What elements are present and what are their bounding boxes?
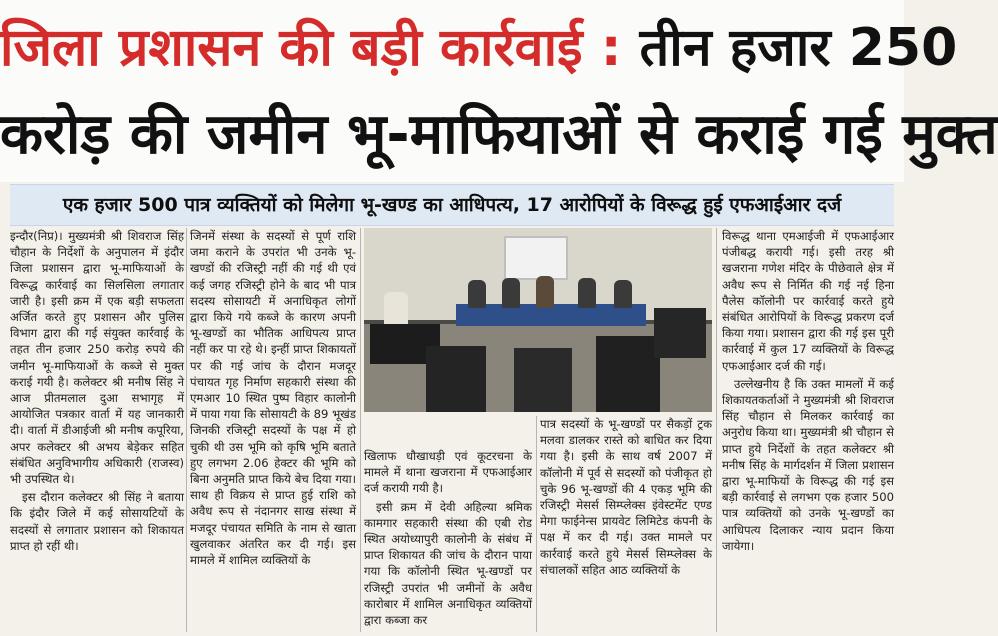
article-column-1 (10, 228, 184, 632)
press-conference-photo (364, 228, 712, 412)
article-column-4 (540, 416, 712, 632)
paragraph: पात्र सदस्यों के भू-खण्डों पर सैकड़ों ट्रक मलवा डालकर रास्ते को बाधित कर दिया गया है। इसी के साथ वर्ष 2007 में कॉलोनी में पूर्व से सदस्यों को पंजीकृत हो चुके 96 भू-खण्डों की 4 एकड़ भूमि की रजिस्ट्री मेसर्स सिम्प्लेक्स इंवेस्टमेंट एण्ड मेगा फाईनेन्स प्रायवेट लिमिटेड कंपनी के पक्ष में कर दी गई। उक्त मामले पर कार्रवाई करते हुये मेसर्स सिम्प्लेक्स के संचालकों सहित आठ व्यक्तियों के (540, 417, 712, 577)
headline (0, 0, 998, 182)
photo-camera (514, 348, 572, 412)
article-column-5 (722, 228, 894, 632)
photo-person (578, 278, 596, 308)
headline-red-text: जिला प्रशासन की बड़ी कार्रवाई : (0, 18, 622, 78)
paragraph: उल्लेखनीय है कि उक्त मामलों में कई शिकायतकर्ताओं ने मुख्यमंत्री श्री शिवराज सिंह चौहान से मिलकर कार्रवाई का अनुरोध किया था। मुख्यमंत्री श्री चौहान से प्राप्त हुये निर्देशों के तहत कलेक्टर श्री मनीष सिंह के मार्गदर्शन में जिला प्रशासन द्वारा भू-माफियों के विरूद्ध की गई इस बड़ी कार्रवाई से लगभग एक हजार 500 पात्र व्यक्तियों को उनके भू-खण्डों का आधिपत्य दिलाकर न्याय प्रदान किया जायेगा। (722, 376, 894, 553)
subheadline: एक हजार 500 पात्र व्यक्तियों को मिलेगा भू-खण्ड का आधिपत्य, 17 आरोपियों के विरूद्ध हुई एफआईआर दर्ज (10, 184, 894, 226)
article-column-3 (364, 448, 532, 632)
article-column-2 (190, 228, 356, 632)
paragraph: खिलाफ धौखाधड़ी एवं कूटरचना के मामले में थाना खजराना में एफआईआर दर्ज करायी गयी है। (364, 449, 532, 496)
photo-camera (596, 336, 660, 412)
photo-camera (426, 346, 486, 412)
photo-person (468, 280, 486, 308)
headline-black-text: तीन हजार 250 (621, 18, 958, 78)
paragraph: इन्दौर(निप्र)। मुख्यमंत्री श्री शिवराज सिंह चौहान के निर्देशों के अनुपालन में इंदौर जिला प्रशासन द्वारा भू-माफियाओं के विरूद्ध कार्रवाई का सिलसिला लगातार जारी है। इसी क्रम में एक बड़ी सफलता अर्जित करते हुए प्रशासन और पुलिस विभाग द्वारा की गई संयुक्त कार्रवाई के तहत तीन हजार 250 करोड़ रुपये की जमीन भू-माफियाओं के कब्जे से मुक्त कराई गयी है। कलेक्टर श्री मनीष सिंह ने आज प्रीतमलाल दुआ सभागृह में आयोजित पत्रकार वार्ता में यह जानकारी दी। वार्ता में डीआईजी श्री मनीष कपूरिया, अपर कलेक्टर श्री अभय बेड़ेकर सहित संबंधित अनुविभागीय अधिकारी (राजस्व) भी उपस्थित थे। (10, 229, 184, 487)
paragraph: इस दौरान कलेक्टर श्री सिंह ने बताया कि इंदौर जिले में कई सोसायटियों के सदस्यों से लगातार प्रशासन को शिकायत प्राप्त हो रहीं थी। (10, 490, 184, 553)
column-divider (186, 228, 187, 632)
photo-screen (504, 236, 568, 280)
paragraph: जिनमें संस्था के सदस्यों से पूर्ण राशि जमा कराने के उपरांत भी उनके भू-खण्डों की रजिस्ट्री नहीं की गई थी एवं कई जगह रजिस्ट्री होने के बाद भी पात्र सदस्य सोसायटी में अनाधिकृत लोगों द्वारा किये गये कब्जे के कारण अपनी भू-खण्डों का भौतिक आधिपत्य प्राप्त नहीं कर पा रहे थे। इन्हीं प्राप्त शिकायतों पर की गई जांच के दौरान मजदूर पंचायत गृह निर्माण सहकारी संस्था की एमआर 10 स्थित पुष्प विहार कालोनी में पाया गया कि सोसायटी के 89 भूखंड जिनकी रजिस्ट्री सदस्यों के पक्ष में हो चुकी थी उस भूमि को कृषि भूमि बताते हुए लगभग 2.06 हेक्टर की भूमि को बिना अनुमति प्राप्त किये बेच दिया गया। साथ ही विक्रय से प्राप्त हुई राशि को अवैध रूप से नंदानगर साख संस्था में मजदूर पंचायत समिति के नाम से खाता खुलवाकर अंतरित कर दी गई। इस मामले में शामिल व्यक्तियों के (190, 229, 356, 568)
paragraph: विरूद्ध थाना एमआईजी में एफआईआर पंजीबद्ध करायी गई। इसी तरह श्री खजराना गणेश मंदिर के पीछेवाले क्षेत्र में अवैध रूप से निर्मित की गई नई हिना पैलेस कॉलोनी पर कार्रवाई करते हुये संबंधित आरोपियों के विरूद्ध प्रकरण दर्ज किया गया। प्रशासन द्वारा की गई इस पूरी कार्रवाई में कुल 17 व्यक्तियों के विरूद्ध एफआईआर दर्ज की गई। (722, 229, 894, 373)
column-divider (536, 416, 537, 632)
headline-line-2: करोड़ की जमीन भू-माफियाओं से कराई गई मुक्त (0, 102, 998, 167)
column-divider (360, 228, 361, 632)
paragraph: इसी क्रम में देवी अहिल्या श्रमिक कामगार सहकारी संस्था की एबी रोड स्थित अयोध्यापुरी कालोनी के संबंध में प्राप्त शिकायत की जांच के दौरान पाया गया कि कॉलोनी स्थित भू-खण्डों पर रजिस्ट्री उपरांत भी जमीनों के अवैध कारोबार में शामिल अनाधिकृत व्यक्तियों द्वारा कब्जा कर (364, 499, 532, 628)
photo-person (536, 276, 554, 308)
column-divider (716, 228, 717, 632)
photo-person (614, 280, 632, 308)
headline-line-1 (0, 6, 958, 90)
photo-camera (654, 308, 706, 358)
photo-person (502, 278, 520, 308)
